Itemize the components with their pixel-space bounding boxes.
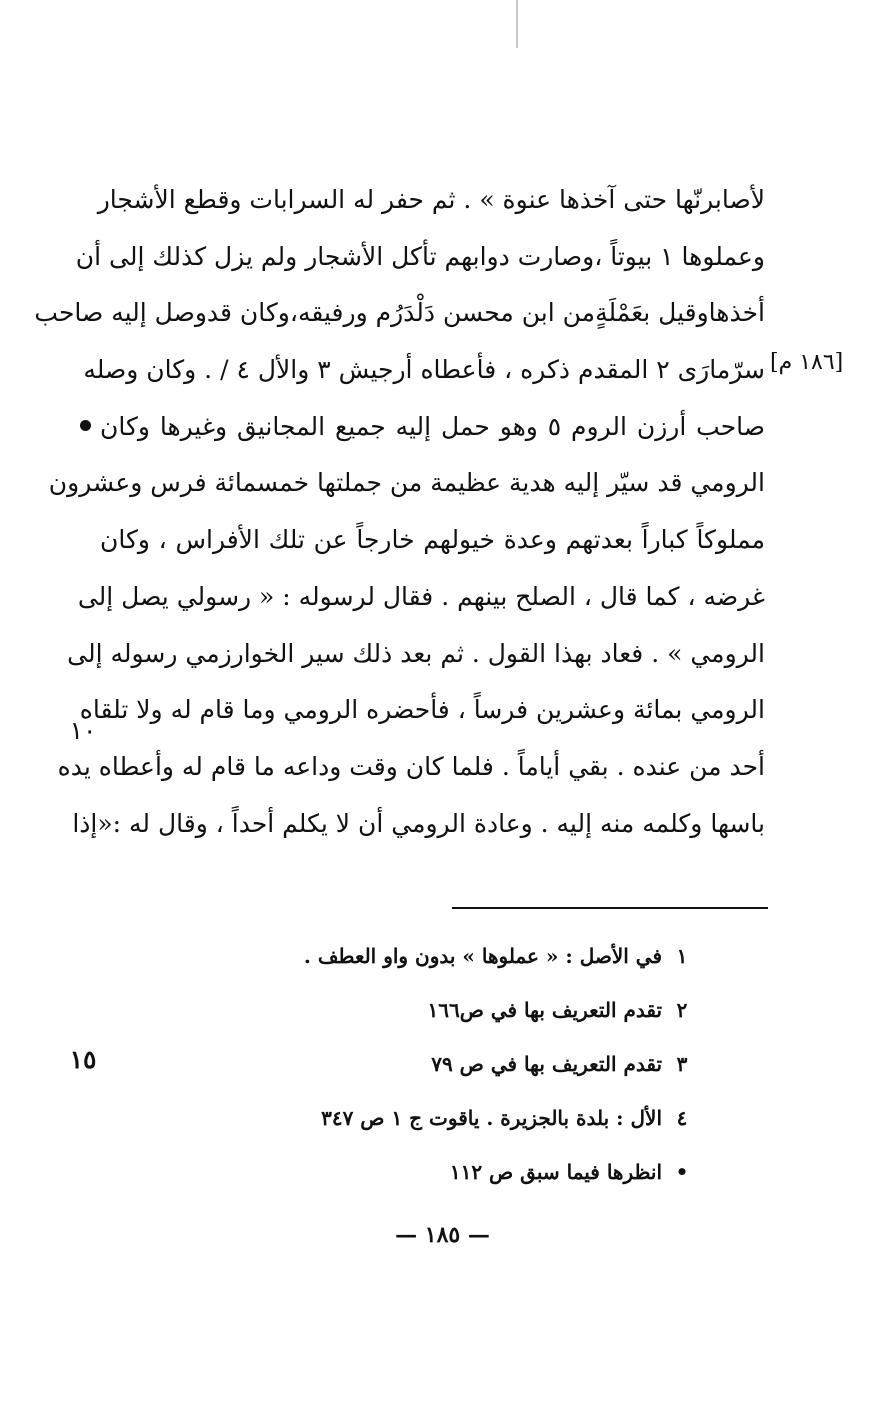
- text-line: وعملوها ١ بيوتاً ،وصارت دوابهم تأكل الأشجار ولم يزل كذلك إلى أن: [75, 241, 765, 271]
- footnote-number: ٤: [676, 1106, 688, 1130]
- text-line: أحد من عنده . بقي أياماً . فلما كان وقت وداعه ما قام له وأعطاه يده: [57, 751, 765, 781]
- text-line: الرومي » . فعاد بهذا القول . ثم بعد ذلك سير الخوارزمي رسوله إلى: [67, 638, 765, 668]
- text-line: غرضه ، كما قال ، الصلح بينهم . فقال لرسوله : « رسولي يصل إلى: [77, 581, 765, 611]
- footnote-text: تقدم التعريف بها في ص ٧٩: [431, 1052, 663, 1076]
- text-line: الرومي قد سيّر إليه هدية عظيمة من جملتها خمسمائة فرس وعشرون: [48, 468, 765, 498]
- footnote: [175, 990, 695, 1044]
- footnote-number: ١: [676, 944, 688, 968]
- footnote: [175, 1098, 695, 1152]
- line-marker-15: ١٥: [69, 1045, 97, 1074]
- footnote-number: •: [675, 1160, 689, 1184]
- line-marker-5: [80, 420, 91, 431]
- footnote-text: تقدم التعريف بها في ص١٦٦: [427, 998, 663, 1022]
- text-line: الرومي بمائة وعشرين فرساً ، فأحضره الرومي وما قام له ولا تلقاه: [79, 695, 765, 725]
- footnote-text: الأل : بلدة بالجزيرة . ياقوت ج ١ ص ٣٤٧: [321, 1106, 663, 1130]
- footnote: [175, 936, 695, 990]
- line-marker-10: ١٠: [69, 716, 97, 745]
- footnote-text: في الأصل : « عملوها » بدون واو العطف .: [303, 944, 663, 968]
- text-line: سرّمارَى ٢ المقدم ذكره ، فأعطاه أرجيش ٣ والأل ٤ / . وكان وصله: [83, 355, 765, 385]
- page-number: — ١٨٥ —: [395, 1222, 490, 1248]
- text-line: صاحب أرزن الروم ٥ وهو حمل إليه جميع المجانيق وغيرها وكان: [100, 411, 766, 441]
- text-line: مملوكاً كباراً بعدتهم وعدة خيولهم خارجاً عن تلك الأفراس ، وكان: [100, 525, 765, 555]
- footnote-separator: [452, 907, 768, 909]
- text-line: لأصابرنّها حتى آخذها عنوة » . ثم حفر له السرابات وقطع الأشجار: [97, 185, 765, 214]
- footnote: [175, 1152, 695, 1206]
- footnote-number: ٢: [676, 998, 688, 1022]
- footnote-text: انظرها فيما سبق ص ١١٢: [449, 1160, 663, 1184]
- paper-crease: [516, 0, 518, 48]
- footnotes: [175, 936, 695, 1206]
- text-line: أخذهاوقيل بعَمْلَةٍمن ابن محسن دَلْدَرُم ورفيقه،وكان قدوصل إليه صاحب: [34, 298, 765, 328]
- footnote: [175, 1044, 695, 1098]
- manuscript-folio-reference: [١٨٦ م]: [770, 350, 844, 375]
- footnote-number: ٣: [676, 1052, 688, 1076]
- text-line: باسها وكلمه منه إليه . وعادة الرومي أن لا يكلم أحداً ، وقال له :«إذا: [72, 808, 765, 838]
